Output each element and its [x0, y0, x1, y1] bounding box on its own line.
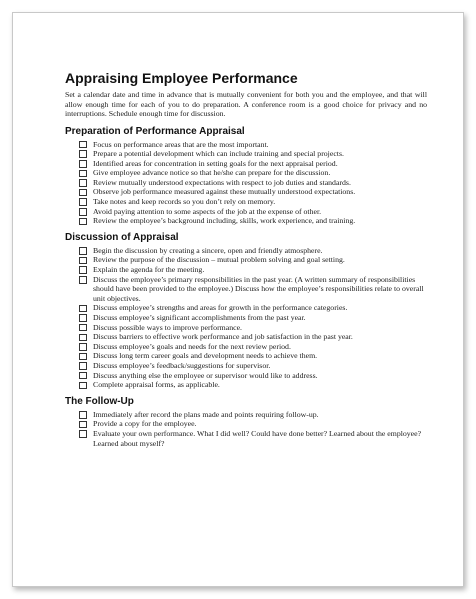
checklist-item: [79, 149, 427, 159]
checklist-item: [79, 410, 427, 420]
checkbox-icon[interactable]: [79, 353, 87, 361]
checkbox-icon[interactable]: [79, 314, 87, 322]
checklist-item-text: Review the purpose of the discussion – mutual problem solving and goal setting.: [93, 255, 345, 265]
checklist-item-text: Discuss barriers to effective work performance and job satisfaction in the past year.: [93, 332, 353, 342]
checklist-item-text: Review the employee’s background including, skills, work experience, and training.: [93, 216, 356, 226]
checklist-item-text: Focus on performance areas that are the most important.: [93, 139, 269, 149]
checklist-item-text: Give employee advance notice so that he/she can prepare for the discussion.: [93, 168, 331, 178]
document-title: Appraising Employee Performance: [65, 70, 298, 86]
section-heading: Preparation of Performance Appraisal: [65, 125, 245, 137]
checklist-item-text: Prepare a potential development which can include training and special projects.: [93, 149, 344, 159]
checkbox-icon[interactable]: [79, 150, 87, 158]
checklist-item: [79, 140, 427, 150]
checklist-item-text: Evaluate your own performance. What I did well? Could have done better? Learned about the employee? Learned about myself?: [93, 428, 422, 448]
checklist-item-text: Begin the discussion by creating a sincere, open and friendly atmosphere.: [93, 245, 323, 255]
checklist-item: [79, 246, 427, 256]
checklist-item-text: Identified areas for concentration in setting goals for the next appraisal period.: [93, 158, 338, 168]
checklist-item-text: Observe job performance measured against these mutually understood expectations.: [93, 187, 356, 197]
checkbox-icon[interactable]: [79, 208, 87, 216]
checklist-item: [79, 361, 427, 371]
checkbox-icon[interactable]: [79, 179, 87, 187]
checkbox-icon[interactable]: [79, 266, 87, 274]
checkbox-icon[interactable]: [79, 170, 87, 178]
checklist-item-text: Explain the agenda for the meeting.: [93, 265, 205, 275]
checklist-item: [79, 313, 427, 323]
checklist-item: [79, 429, 427, 448]
intro-paragraph: Set a calendar date and time in advance that is mutually convenient for both you and the employee, and that will allow enough time for each of you to do preparation. A conference room is a good choice for privacy and no interruptions. Schedule enough time for discussion.: [65, 90, 427, 118]
checklist-item: [79, 419, 427, 429]
section-heading: Discussion of Appraisal: [65, 231, 179, 243]
checklist-item-text: Provide a copy for the employee.: [93, 419, 197, 429]
checklist-item: [79, 187, 427, 197]
checklist-item-text: Take notes and keep records so you don’t rely on memory.: [93, 197, 276, 207]
checklist-item: [79, 303, 427, 313]
checklist-item-text: Discuss anything else the employee or supervisor would like to address.: [93, 370, 318, 380]
checklist-item: [79, 178, 427, 188]
checkbox-icon[interactable]: [79, 411, 87, 419]
checklist-item: [79, 216, 427, 226]
checkbox-icon[interactable]: [79, 362, 87, 370]
checklist-item: [79, 159, 427, 169]
checkbox-icon[interactable]: [79, 198, 87, 206]
checklist-item: [79, 275, 427, 304]
section-heading: The Follow-Up: [65, 395, 134, 407]
checkbox-icon[interactable]: [79, 305, 87, 313]
checkbox-icon[interactable]: [79, 160, 87, 168]
checklist-item-text: Discuss possible ways to improve performance.: [93, 322, 242, 332]
checklist-item-text: Discuss employee’s feedback/suggestions for supervisor.: [93, 360, 271, 370]
checklist-item: [79, 255, 427, 265]
checklist-item: [79, 197, 427, 207]
checklist-item-text: Discuss long term career goals and development needs to achieve them.: [93, 351, 318, 361]
section-checklist: [65, 246, 427, 390]
checkbox-icon[interactable]: [79, 247, 87, 255]
checklist-item-text: Avoid paying attention to some aspects of the job at the expense of other.: [93, 206, 322, 216]
checklist-item-text: Complete appraisal forms, as applicable.: [93, 380, 220, 390]
checklist-item: [79, 380, 427, 390]
checkbox-icon[interactable]: [79, 218, 87, 226]
checkbox-icon[interactable]: [79, 382, 87, 390]
checklist-item-text: Discuss employee’s strengths and areas for growth in the performance categories.: [93, 303, 348, 313]
checklist-item-text: Discuss employee’s goals and needs for the next review period.: [93, 341, 291, 351]
checkbox-icon[interactable]: [79, 430, 87, 438]
checkbox-icon[interactable]: [79, 343, 87, 351]
section-checklist: [65, 410, 427, 448]
checklist-item: [79, 351, 427, 361]
checkbox-icon[interactable]: [79, 372, 87, 380]
checklist-sections: [65, 126, 427, 449]
checkbox-icon[interactable]: [79, 324, 87, 332]
document-page: [12, 12, 464, 587]
checklist-item-text: Discuss the employee’s primary responsibilities in the past year. (A written summary of responsibilities should have been provided to the employee.) Discuss how the employee’s responsibilities relate to overall unit objectives.: [93, 274, 424, 303]
checklist-item-text: Immediately after record the plans made and points requiring follow-up.: [93, 409, 319, 419]
checkbox-icon[interactable]: [79, 141, 87, 149]
checklist-item: [79, 168, 427, 178]
checklist-item: [79, 371, 427, 381]
checklist-item: [79, 332, 427, 342]
checkbox-icon[interactable]: [79, 276, 87, 284]
section-checklist: [65, 140, 427, 226]
document-content: [65, 70, 427, 448]
checkbox-icon[interactable]: [79, 334, 87, 342]
checklist-item: [79, 265, 427, 275]
checkbox-icon[interactable]: [79, 421, 87, 429]
checklist-item-text: Review mutually understood expectations with respect to job duties and standards.: [93, 177, 351, 187]
checklist-item: [79, 207, 427, 217]
checklist-item: [79, 323, 427, 333]
checklist-item: [79, 342, 427, 352]
checkbox-icon[interactable]: [79, 257, 87, 265]
checkbox-icon[interactable]: [79, 189, 87, 197]
checklist-item-text: Discuss employee’s significant accomplishments from the past year.: [93, 313, 306, 322]
